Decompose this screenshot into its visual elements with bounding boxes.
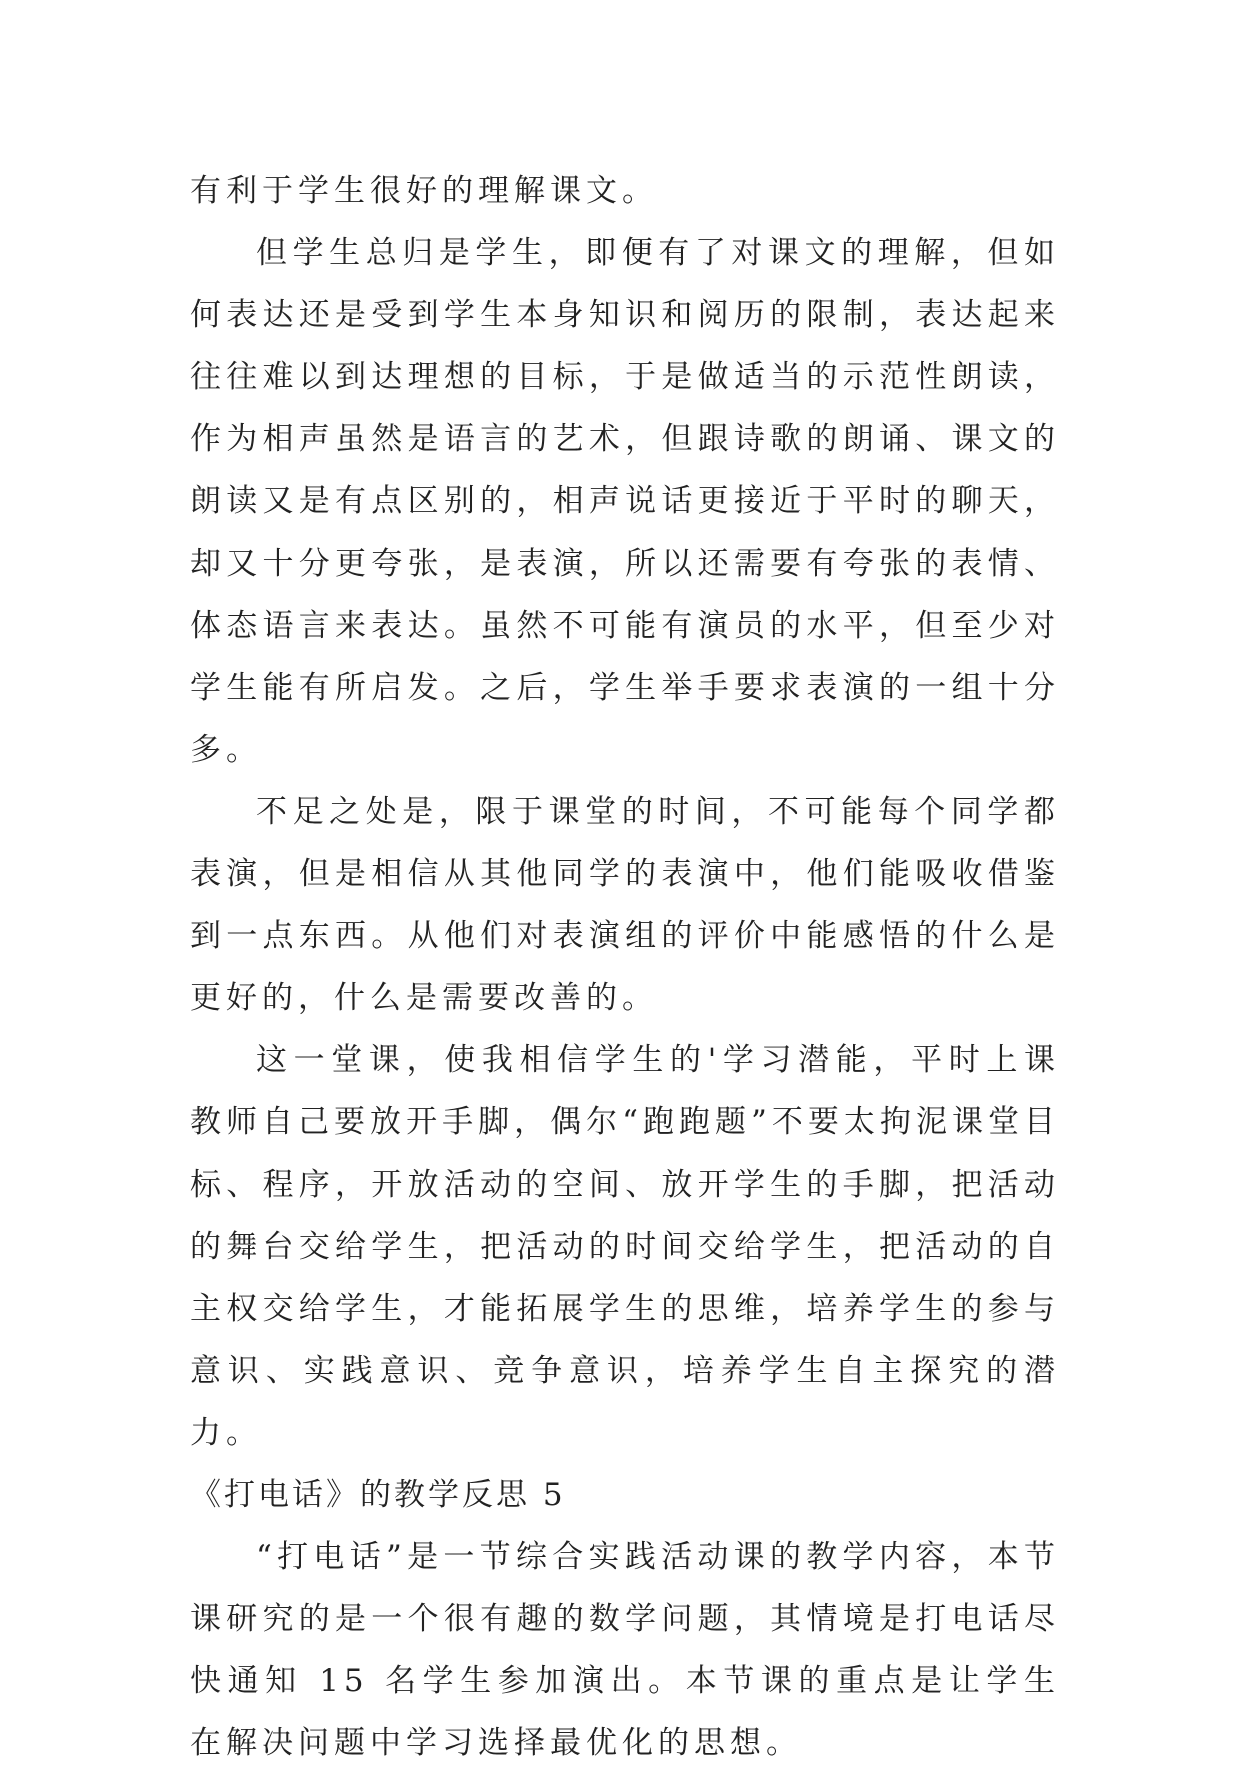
section-heading: 《打电话》的教学反思 5 [190,1476,566,1513]
paragraph-continuation: 有利于学生很好的理解课文。 [190,173,658,209]
paragraph-shortcomings: 不足之处是，限于课堂的时间，不可能每个同学都表演，但是相信从其他同学的表演中，他们能吸收借鉴到一点东西。从他们对表演组的评价中能感悟的什么是更好的，什么是需要改善的。 [190,793,1060,1017]
paragraph-phone-call-lesson: “打电话”是一节综合实践活动课的教学内容，本节课研究的是一个很有趣的数学问题，其情境是打电话尽快通知 15 名学生参加演出。本节课的重点是让学生在解决问题中学习选择最优化的思想。 [190,1539,1060,1762]
paragraph-demonstration-reading: 但学生总归是学生，即便有了对课文的理解，但如何表达还是受到学生本身知识和阅历的限制，表达起来往往难以到达理想的目标，于是做适当的示范性朗读，作为相声虽然是语言的艺术，但跟诗歌的朗诵、课文的朗读又是有点区别的，相声说话更接近于平时的聊天，却又十分更夸张，是表演，所以还需要有夸张的表情、体态语言来表达。虽然不可能有演员的水平，但至少对学生能有所启发。之后，学生举手要求表演的一组十分多。 [190,235,1060,768]
document-body [190,160,1060,1774]
paragraph-learning-potential: 这一堂课，使我相信学生的'学习潜能，平时上课教师自己要放开手脚，偶尔“跑跑题”不要太拘泥课堂目标、程序，开放活动的空间、放开学生的手脚，把活动的舞台交给学生，把活动的时间交给学生，把活动的自主权交给学生，才能拓展学生的思维，培养学生的参与意识、实践意识、竞争意识，培养学生自主探究的潜力。 [190,1042,1060,1451]
